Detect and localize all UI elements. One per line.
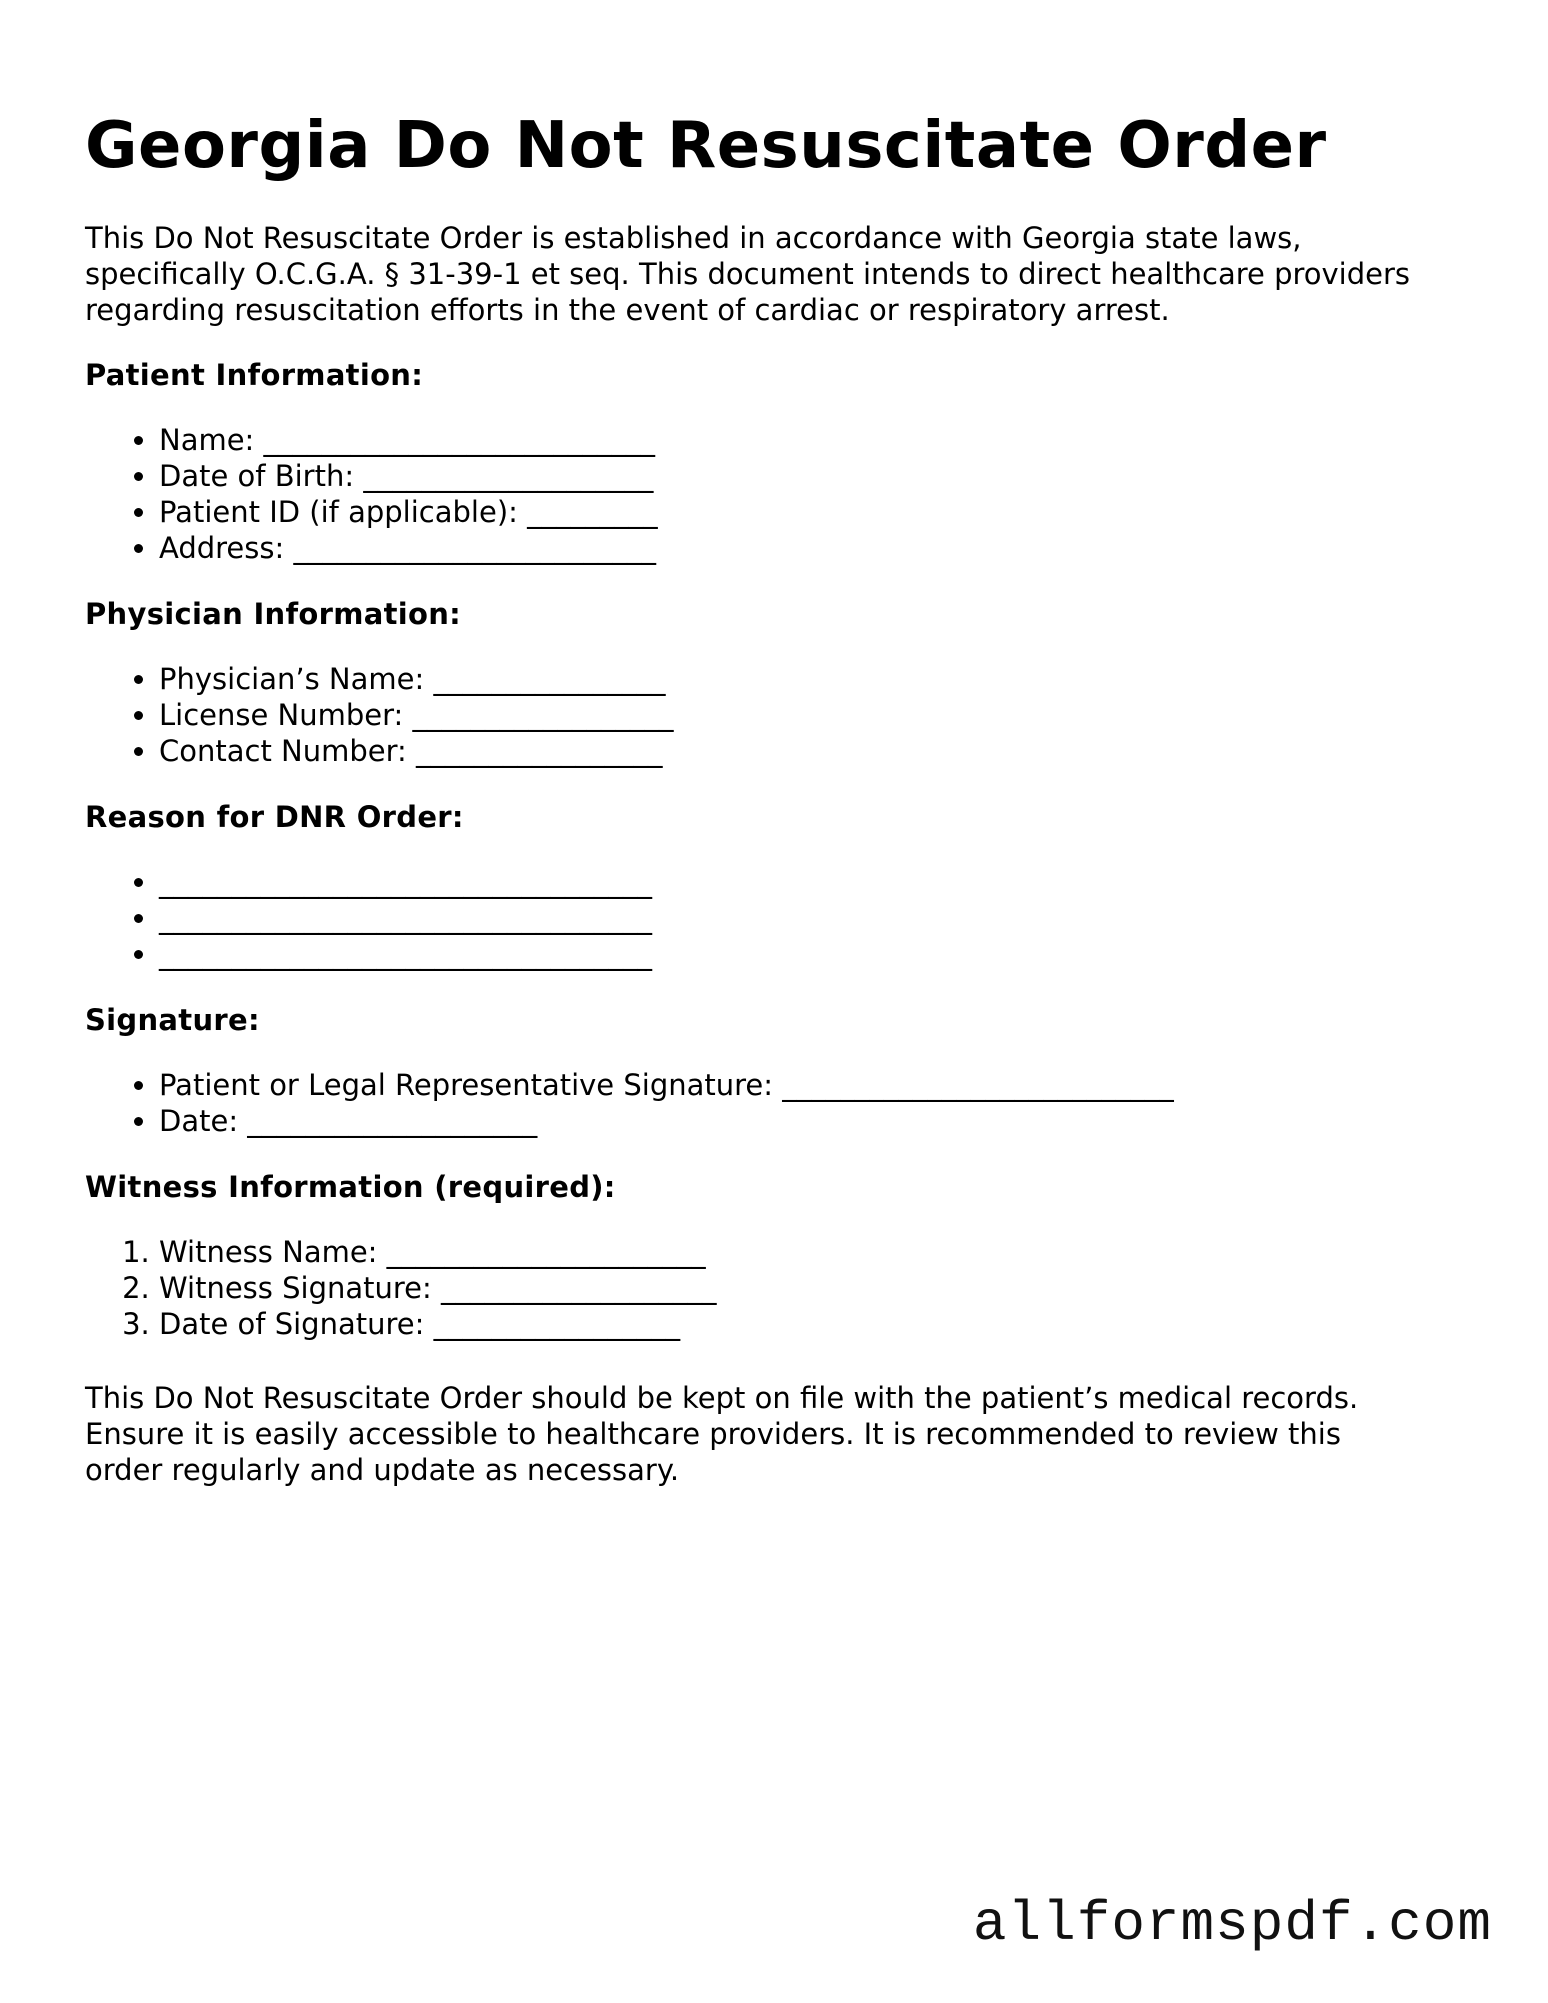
patient-address-field: • Address: _________________________ [159, 530, 658, 566]
signature-heading: Signature: [85, 1003, 260, 1037]
intro-paragraph [85, 220, 1485, 328]
intro-line: specifically O.C.G.A. § 31-39-1 et seq. This document intends to direct healthcare providers [85, 257, 1411, 291]
license-number-field: • License Number: __________________ [159, 697, 674, 733]
closing-line: This Do Not Resuscitate Order should be kept on file with the patient’s medical records. [85, 1381, 1359, 1415]
patient-id-field: • Patient ID (if applicable): _________ [159, 494, 658, 530]
physician-info-heading: Physician Information: [85, 597, 462, 631]
intro-line: regarding resuscitation efforts in the event of cardiac or respiratory arrest. [85, 293, 1170, 327]
physician-name-field: • Physician’s Name: ________________ [159, 661, 674, 697]
witness-signature-field: 2. Witness Signature: ___________________ [159, 1270, 717, 1306]
reason-line: • __________________________________ [159, 936, 652, 972]
physician-info-list [85, 661, 674, 769]
closing-line: Ensure it is easily accessible to healthcare providers. It is recommended to review this [85, 1417, 1341, 1451]
signature-date-field: • Date: ____________________ [159, 1103, 1174, 1139]
contact-number-field: • Contact Number: _________________ [159, 733, 674, 769]
representative-signature-field: • Patient or Legal Representative Signature: ___________________________ [159, 1067, 1174, 1103]
reason-list [85, 864, 652, 972]
witness-date-field: 3. Date of Signature: _________________ [159, 1306, 717, 1342]
intro-line: This Do Not Resuscitate Order is established in accordance with Georgia state laws, [85, 221, 1302, 255]
document-title: Georgia Do Not Resuscitate Order [85, 109, 1327, 183]
patient-dob-field: • Date of Birth: ____________________ [159, 458, 658, 494]
witness-name-field: 1. Witness Name: ______________________ [159, 1234, 717, 1270]
closing-paragraph [85, 1380, 1358, 1488]
witness-heading: Witness Information (required): [85, 1170, 616, 1204]
reason-heading: Reason for DNR Order: [85, 800, 464, 834]
watermark-text: allformspdf.com [972, 1892, 1492, 1956]
patient-name-field: • Name: ___________________________ [159, 422, 658, 458]
witness-list [85, 1234, 717, 1342]
reason-line: • __________________________________ [159, 864, 652, 900]
reason-line: • __________________________________ [159, 900, 652, 936]
patient-info-list [85, 422, 658, 566]
closing-line: order regularly and update as necessary. [85, 1453, 680, 1487]
signature-list [85, 1067, 1174, 1139]
patient-info-heading: Patient Information: [85, 358, 424, 392]
